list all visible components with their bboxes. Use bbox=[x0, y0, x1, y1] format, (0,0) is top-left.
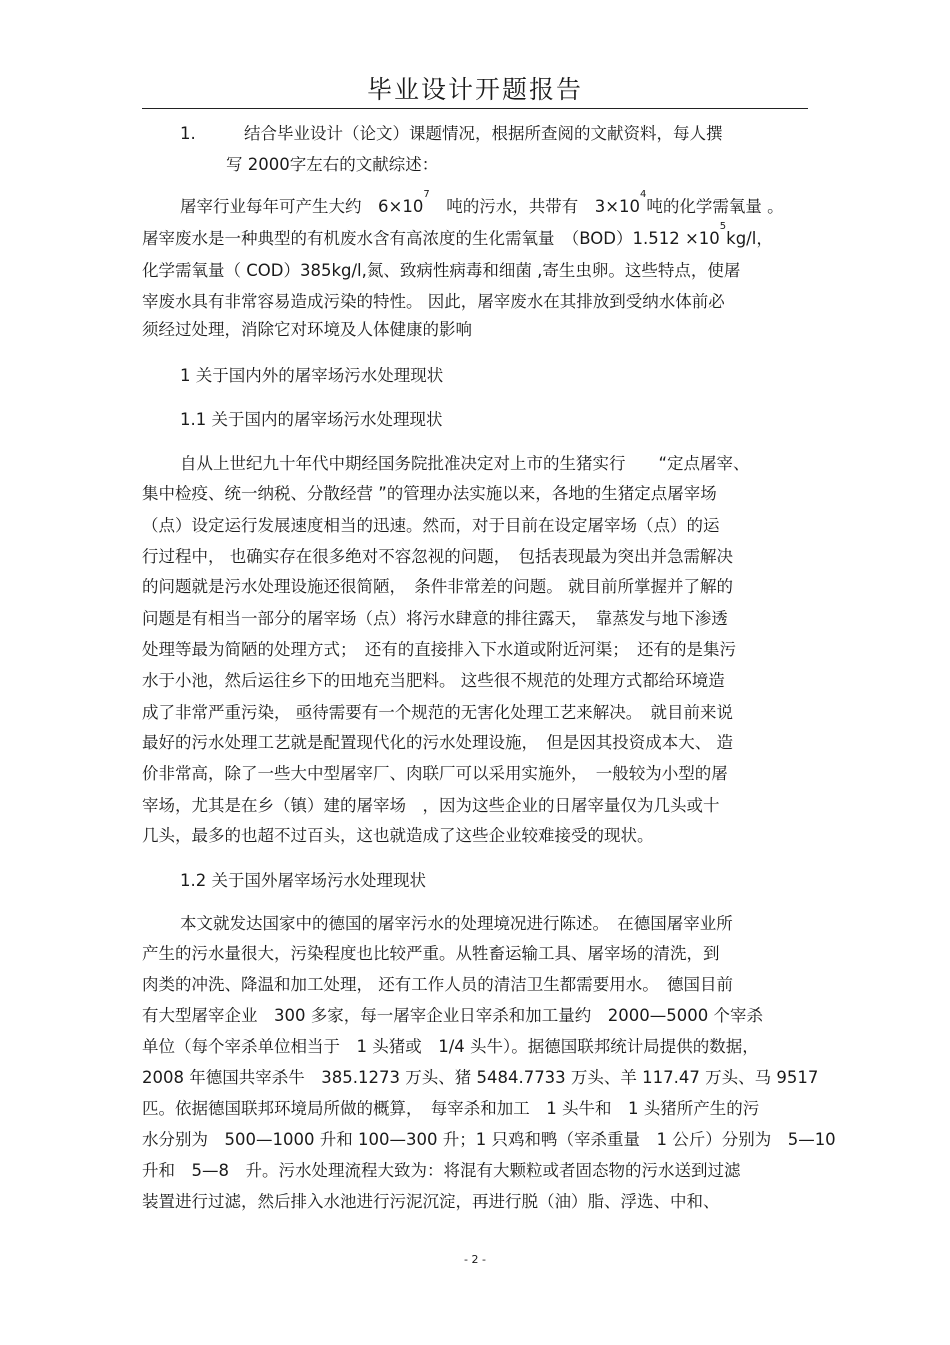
paragraph-2-line: 成了非常严重污染， 亟待需要有一个规范的无害化处理工艺来解决。 就目前来说 bbox=[142, 703, 733, 722]
paragraph-1-line-4: 宰废水具有非常容易造成污染的特性。 因此，屠宰废水在其排放到受纳水体前必 bbox=[142, 292, 725, 311]
paragraph-3-line: 有大型屠宰企业 300 多家，每一屠宰企业日宰杀和加工量约 2000—5000 个宰杀 bbox=[142, 1006, 763, 1025]
paragraph-1-line-2: 屠宰废水是一种典型的有机废水含有高浓度的生化需氧量 $(BOD)1.512 \times 10^5kg/l$， bbox=[142, 221, 773, 248]
paragraph-2-line: 宰场，尤其是在乡（镇）建的屠宰场 ，因为这些企业的日屠宰量仅为几头或十 bbox=[142, 796, 720, 815]
title-divider bbox=[142, 108, 808, 109]
paragraph-2-line: 处理等最为简陋的处理方式； 还有的直接排入下水道或附近河渠； 还有的是集污 bbox=[142, 640, 736, 659]
paragraph-3-line: 升和 5—8 升。污水处理流程大致为：将混有大颗粒或者固态物的污水送到过滤 bbox=[142, 1161, 741, 1180]
page-title: 毕业设计开题报告 bbox=[366, 75, 583, 104]
paragraph-3-line: 匹。依据德国联邦环境局所做的概算， 每宰杀和加工 1 头牛和 1 头猪所产生的污 bbox=[142, 1099, 760, 1118]
page-number: - 2 - bbox=[464, 1253, 486, 1266]
paragraph-1-line-1: 屠宰行业每年可产生大约 $6\times 10^7$ 吨的污水，共带有 $3\times 10^4$吨的化学需氧量 。 bbox=[180, 189, 784, 216]
section-heading-1-1: 1.1 关于国内的屠宰场污水处理现状 bbox=[180, 410, 443, 429]
paragraph-2-line: 价非常高，除了一些大中型屠宰厂、肉联厂可以采用实施外， 一般较为小型的屠 bbox=[142, 764, 728, 783]
paragraph-3-line: 单位（每个宰杀单位相当于 1 头猪或 1/4 头牛）。据德国联邦统计局提供的数据， bbox=[142, 1037, 759, 1056]
item-number: 1. bbox=[180, 124, 196, 143]
paragraph-2-line: 几头，最多的也超不过百头，这也就造成了这些企业较难接受的现状。 bbox=[142, 826, 654, 845]
paragraph-3-line: 装置进行过滤，然后排入水池进行污泥沉淀，再进行脱（油）脂、浮选、中和、 bbox=[142, 1192, 720, 1211]
paragraph-2-line: 水于小池，然后运往乡下的田地充当肥料。 这些很不规范的处理方式都给环境造 bbox=[142, 671, 725, 690]
paragraph-2-line: 自从上世纪九十年代中期经国务院批准决定对上市的生猪实行 “定点屠宰、 bbox=[180, 454, 750, 473]
paragraph-2-line: 最好的污水处理工艺就是配置现代化的污水处理设施， 但是因其投资成本大、 造 bbox=[142, 733, 733, 752]
section-heading-1-2: 1.2 关于国外屠宰场污水处理现状 bbox=[180, 871, 426, 890]
item-text-line-2: 写 2000字左右的文献综述： bbox=[226, 155, 439, 174]
paragraph-3-line: 本文就发达国家中的德国的屠宰污水的处理境况进行陈述。 在德国屠宰业所 bbox=[180, 914, 733, 933]
paragraph-1-line-5: 须经过处理，消除它对环境及人体健康的影响 bbox=[142, 320, 472, 339]
section-heading-1: 1 关于国内外的屠宰场污水处理现状 bbox=[180, 366, 444, 385]
paragraph-2-line: 问题是有相当一部分的屠宰场（点）将污水肆意的排往露天， 靠蒸发与地下渗透 bbox=[142, 609, 728, 628]
paragraph-2-line: 的问题就是污水处理设施还很简陋， 条件非常差的问题。 就目前所掌握并了解的 bbox=[142, 577, 733, 596]
paragraph-2-line: （点）设定运行发展速度相当的迅速。然而，对于目前在设定屠宰场（点）的运 bbox=[142, 516, 720, 535]
item-text-line-1: 结合毕业设计（论文）课题情况，根据所查阅的文献资料，每人撰 bbox=[244, 124, 723, 143]
paragraph-3-line: 产生的污水量很大，污染程度也比较严重。从牲畜运输工具、屠宰场的清洗，到 bbox=[142, 944, 720, 963]
paragraph-3-line: 2008 年德国共宰杀牛 385.1273 万头、猪 5484.7733 万头、羊 117.47 万头、马 9517 bbox=[142, 1068, 819, 1087]
paragraph-3-line: 水分别为 500—1000 升和 100—300 升；1 只鸡和鸭（宰杀重量 1 公斤）分别为 5—10 bbox=[142, 1130, 836, 1149]
paragraph-2-line: 集中检疫、统一纳税、分散经营 ”的管理办法实施以来，各地的生猪定点屠宰场 bbox=[142, 484, 717, 503]
paragraph-1-line-3: 化学需氧量（ COD）385kg/l,氮、致病性病毒和细菌 ,寄生虫卵。这些特点，使屠 bbox=[142, 261, 741, 280]
paragraph-3-line: 肉类的冲洗、降温和加工处理， 还有工作人员的清洁卫生都需要用水。 德国目前 bbox=[142, 975, 733, 994]
paragraph-2-line: 行过程中， 也确实存在很多绝对不容忽视的问题， 包括表现最为突出并急需解决 bbox=[142, 547, 733, 566]
